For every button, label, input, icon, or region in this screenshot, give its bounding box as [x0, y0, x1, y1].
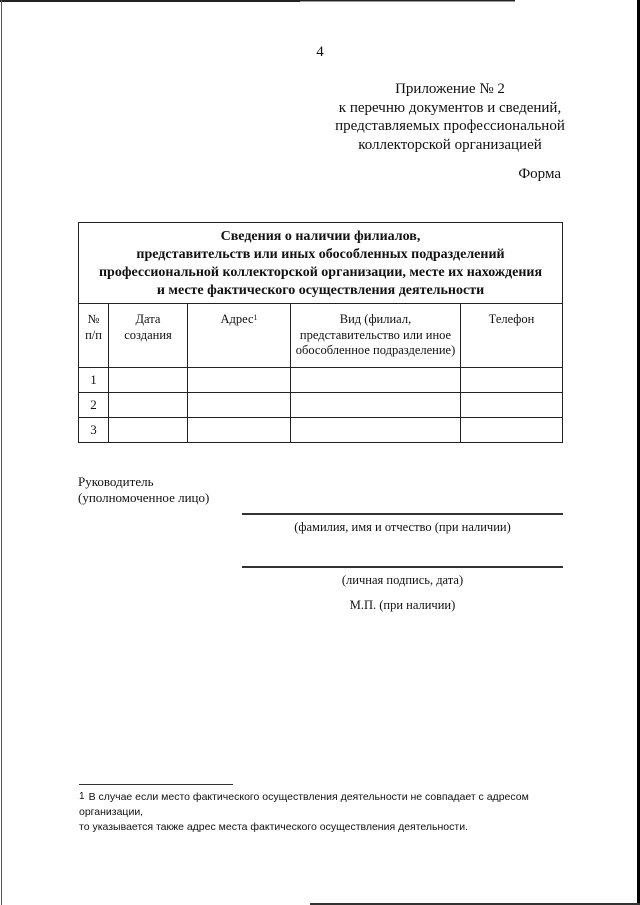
cell-address[interactable]: [188, 368, 291, 393]
table-title-line: и месте фактического осуществления деятельности: [156, 283, 485, 298]
header-line: Телефон: [488, 312, 535, 326]
name-caption: (фамилия, имя и отчество (при наличии): [294, 520, 511, 534]
footnote-separator: [79, 784, 233, 785]
scan-border-top-light: [300, 1, 515, 2]
appendix-line: представляемых профессиональной: [335, 118, 565, 134]
header-line: представительство или иное: [299, 327, 452, 342]
name-field-line[interactable]: [242, 513, 563, 515]
cell-date[interactable]: [109, 368, 188, 393]
footnote-text: В случае если место фактического осуществления деятельности не совпадает с адресом организации,: [79, 791, 529, 818]
stamp-caption: М.П. (при наличии): [349, 598, 456, 612]
scan-border-left: [1, 0, 2, 905]
header-line: Вид (филиал,: [339, 312, 412, 326]
table-title-line: представительств или иных обособленных подразделений: [136, 247, 505, 262]
appendix-line: к перечню документов и сведений,: [338, 99, 562, 116]
header-line: п/п: [85, 327, 102, 342]
page-number: 4: [316, 44, 324, 60]
cell-type[interactable]: [291, 418, 461, 443]
cell-type[interactable]: [291, 368, 461, 393]
column-header-number: [79, 304, 109, 368]
cell-date[interactable]: [109, 393, 188, 418]
form-label: Форма: [518, 166, 561, 182]
cell-date[interactable]: [109, 418, 188, 443]
cell-number: 3: [79, 418, 109, 443]
table-title: [79, 223, 563, 304]
cell-phone[interactable]: [461, 393, 563, 418]
cell-address[interactable]: [188, 393, 291, 418]
table-row: [79, 418, 563, 443]
signature-caption: (личная подпись, дата): [341, 573, 464, 587]
footnote-mark: 1: [79, 791, 85, 802]
cell-type[interactable]: [291, 393, 461, 418]
cell-number: 1: [79, 368, 109, 393]
footnote-reference[interactable]: 1: [253, 313, 258, 322]
table-title-line: профессиональной коллекторской организации, месте их нахождения: [98, 265, 543, 280]
header-line: Адрес: [220, 312, 254, 326]
signature-field-line[interactable]: [242, 566, 563, 568]
head-label-line: (уполномоченное лицо): [78, 490, 210, 505]
footnote-line: то указывается также адрес места фактического осуществления деятельности.: [79, 821, 468, 833]
column-header-date: [109, 304, 188, 368]
header-line: №: [87, 312, 100, 326]
header-line: создания: [124, 327, 172, 342]
cell-phone[interactable]: [461, 418, 563, 443]
column-header-phone: [461, 304, 563, 368]
branches-table: [78, 222, 563, 443]
table-title-line: Сведения о наличии филиалов,: [220, 229, 421, 244]
footnote-line: [79, 790, 579, 820]
head-label-line: Руководитель: [78, 474, 154, 489]
column-header-address: [188, 304, 291, 368]
head-label: [78, 474, 209, 506]
cell-address[interactable]: [188, 418, 291, 443]
cell-phone[interactable]: [461, 368, 563, 393]
appendix-header: [300, 80, 600, 154]
cell-number: 2: [79, 393, 109, 418]
table-row: [79, 393, 563, 418]
appendix-line: Приложение № 2: [395, 81, 505, 97]
footnote: [79, 790, 579, 835]
table-header-row: [79, 304, 563, 368]
appendix-line: коллекторской организацией: [358, 136, 542, 153]
table-title-row: [79, 223, 563, 304]
table-row: [79, 368, 563, 393]
header-line: Дата: [135, 312, 161, 326]
column-header-type: [291, 304, 461, 368]
header-line: обособленное подразделение): [295, 343, 456, 357]
